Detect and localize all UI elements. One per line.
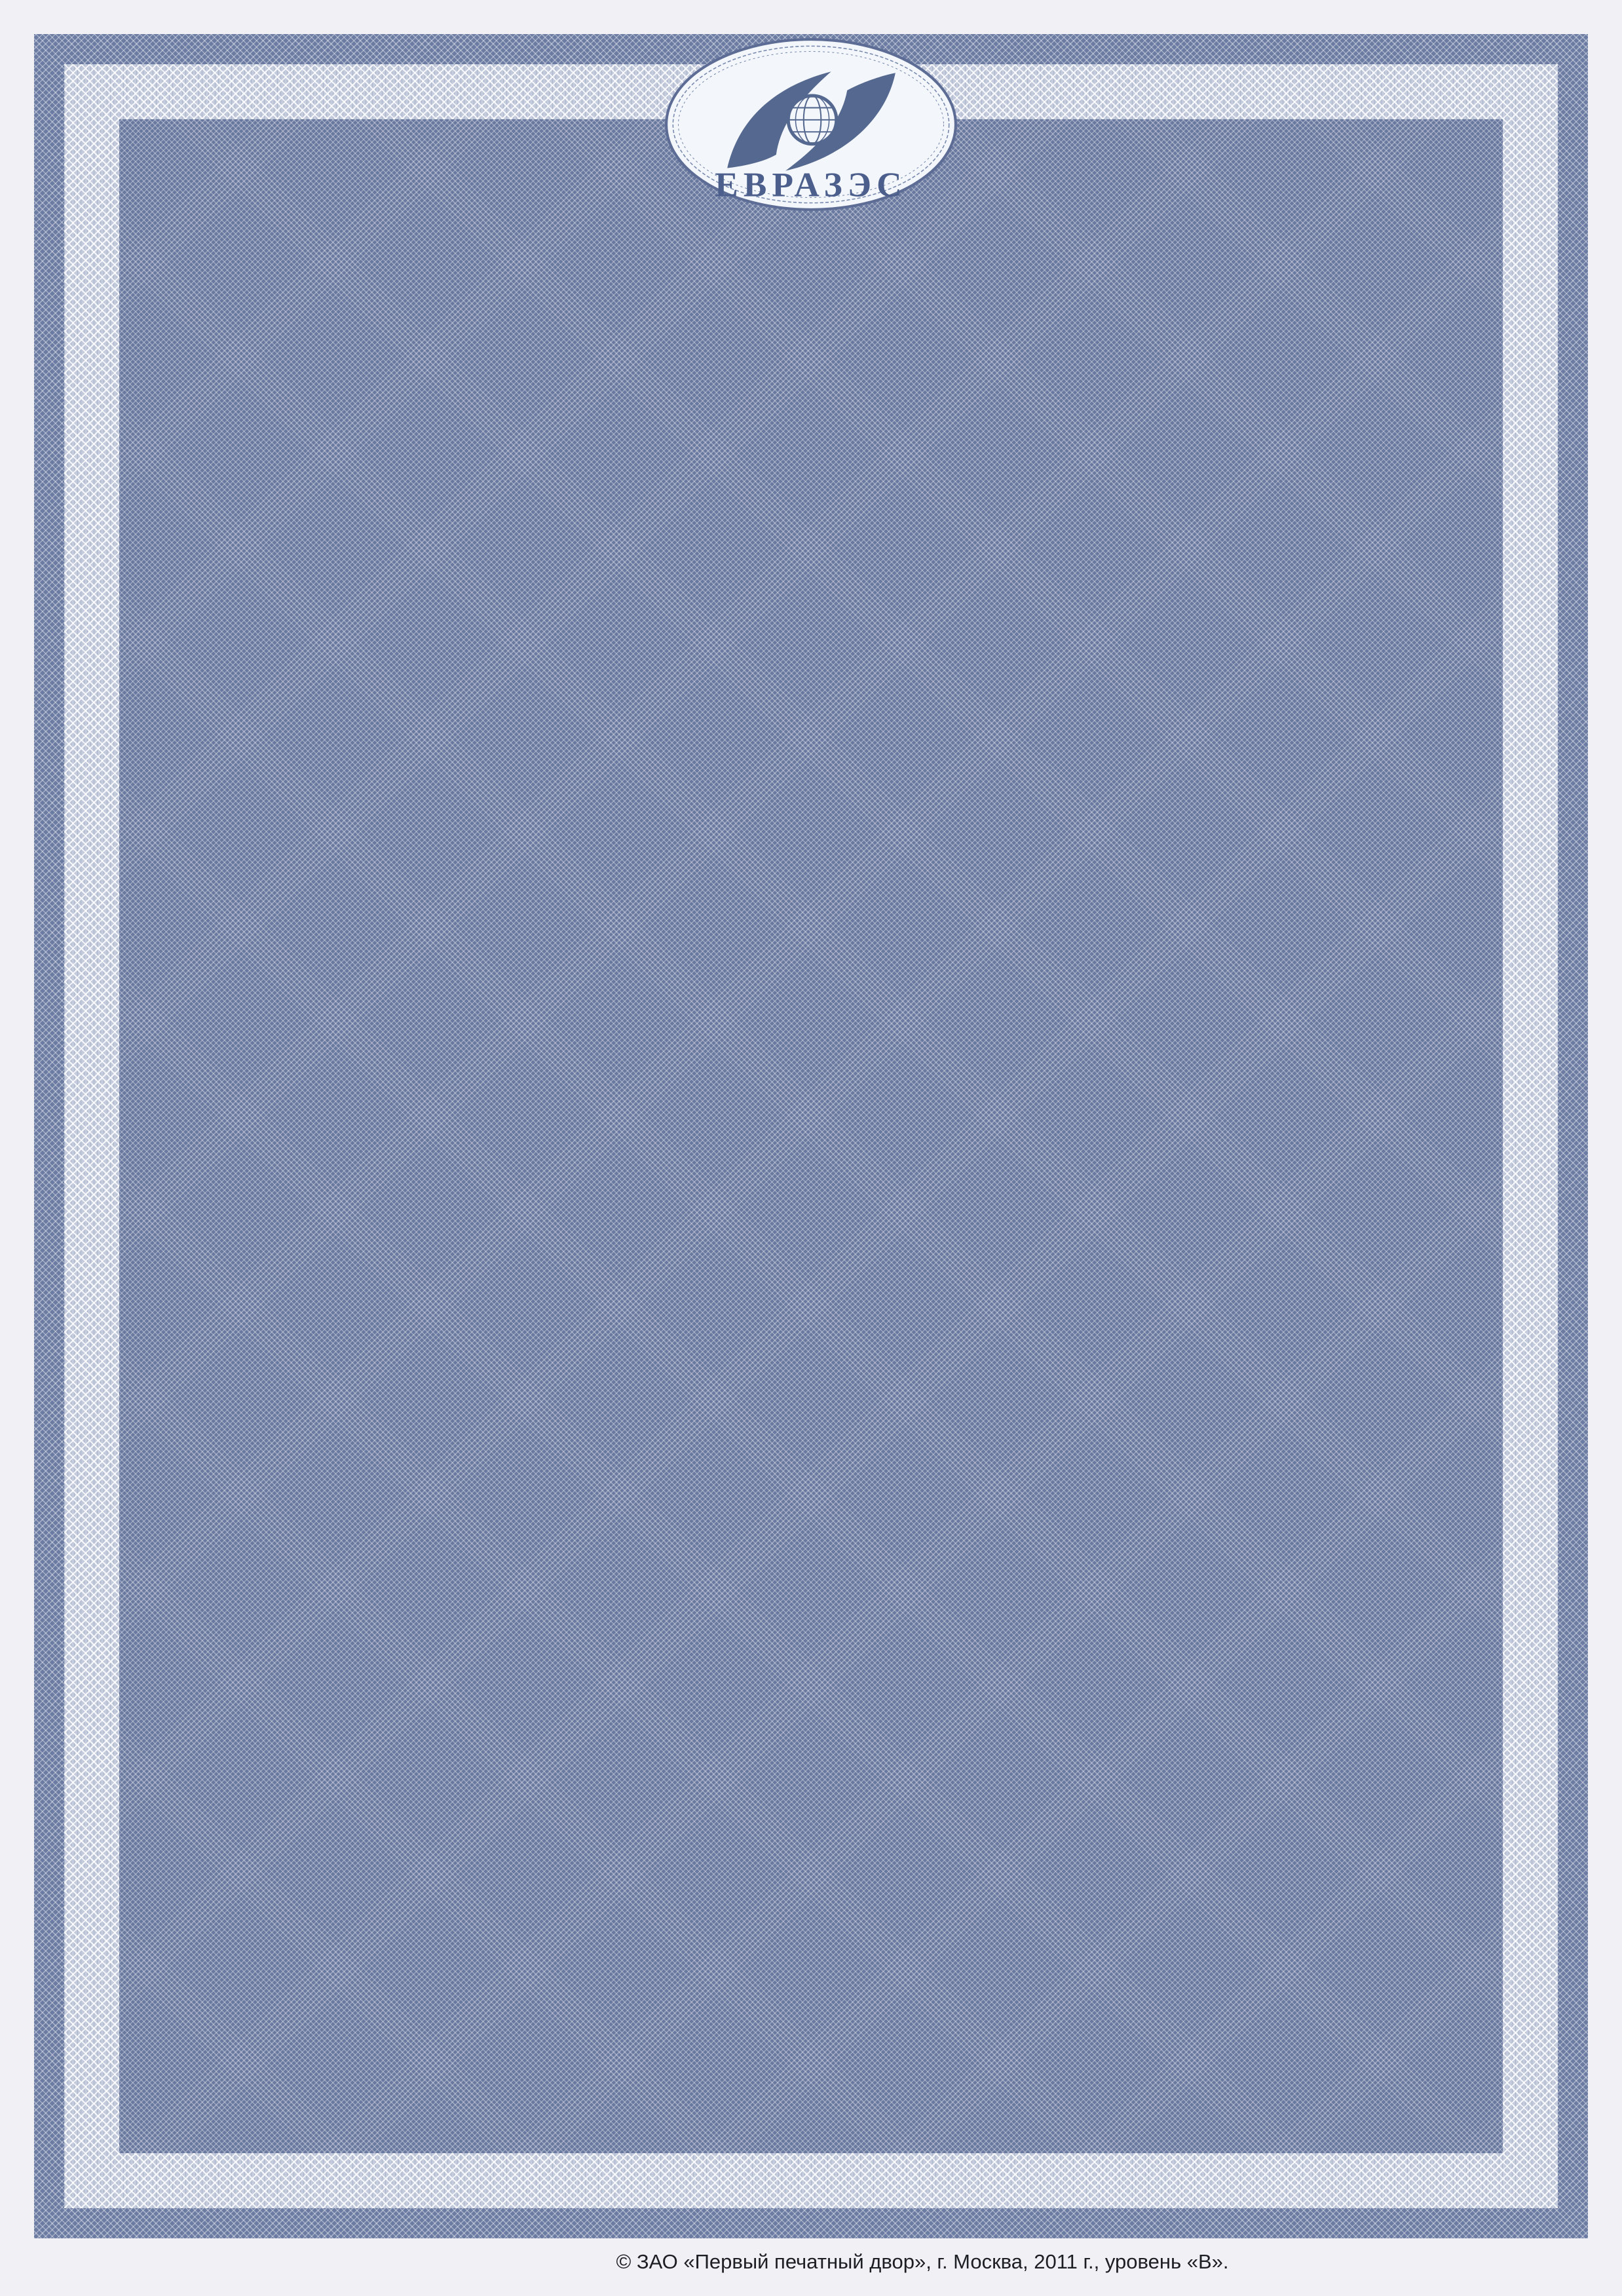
frame-outer-band (34, 34, 1588, 2238)
eurasec-logo-medallion (664, 37, 958, 216)
logo-label: ЕВРАЗЭС (715, 165, 907, 204)
guilloche-frame (34, 34, 1588, 2238)
frame-inner-band (119, 119, 1503, 2153)
printer-imprint: © ЗАО «Первый печатный двор», г. Москва, 2011 г., уровень «В». (616, 2250, 1229, 2273)
frame-middle-band (64, 64, 1558, 2208)
printer-imprint-row (0, 2250, 1622, 2274)
